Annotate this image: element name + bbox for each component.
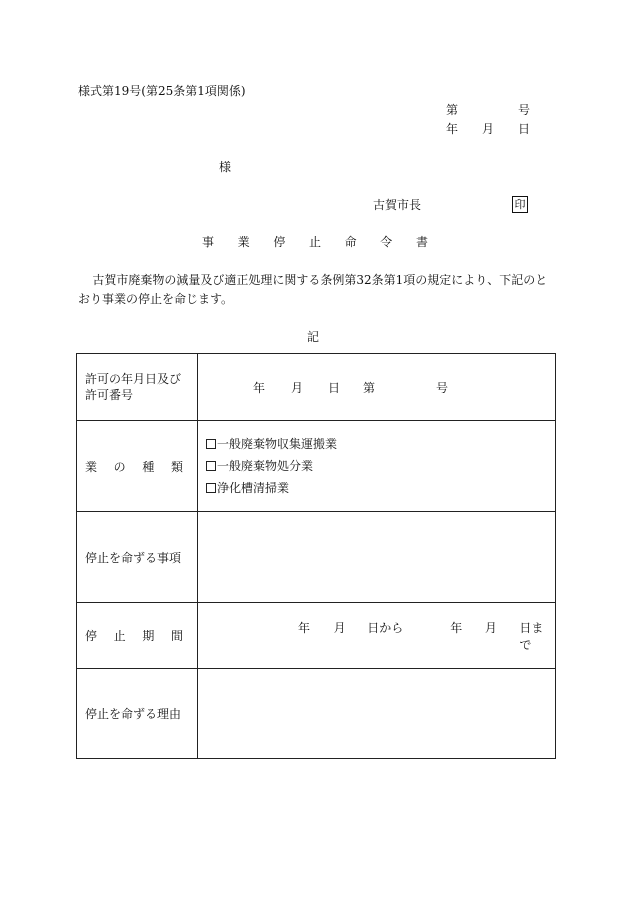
- seal-mark: 印: [512, 196, 528, 213]
- permit-no-suffix: 号: [436, 380, 449, 395]
- matter-value[interactable]: [198, 512, 556, 603]
- table-row-business-type: [77, 421, 556, 512]
- title-char: 命: [344, 235, 357, 249]
- title-char: 令: [380, 235, 393, 249]
- permit-label: [77, 354, 198, 421]
- checkbox[interactable]: [206, 461, 216, 471]
- doc-number-suffix: 号: [517, 103, 530, 117]
- permit-label-line1: 許可の年月日及び: [85, 372, 182, 386]
- reason-value[interactable]: [198, 669, 556, 759]
- document-title: [202, 236, 428, 248]
- period-to-month: 月: [484, 620, 497, 635]
- title-char: 止: [308, 235, 321, 249]
- business-type-option[interactable]: [206, 477, 555, 499]
- business-type-label: [77, 421, 198, 512]
- addressee-suffix: 様: [219, 160, 232, 174]
- period-label: [77, 603, 198, 669]
- issuer-name: 古賀市長: [373, 198, 422, 212]
- label-char: 停: [85, 629, 98, 643]
- option-label: 浄化槽清掃業: [217, 481, 290, 495]
- table-row-reason: [77, 669, 556, 759]
- title-char: 停: [273, 235, 286, 249]
- title-char: 業: [237, 235, 250, 249]
- date-year: 年: [446, 122, 459, 136]
- date-day: 日: [517, 122, 530, 136]
- label-char: 類: [170, 459, 183, 474]
- permit-month: 月: [291, 380, 304, 395]
- label-char: 種: [142, 459, 155, 474]
- matter-label: 停止を命ずる事項: [77, 512, 198, 603]
- period-value[interactable]: [198, 603, 556, 669]
- option-label: 一般廃棄物処分業: [217, 459, 314, 473]
- reason-label: 停止を命ずる理由: [77, 669, 198, 759]
- label-char: 止: [113, 629, 126, 643]
- period-from-day: 日から: [367, 620, 404, 635]
- label-char: 業: [85, 459, 98, 474]
- checkbox[interactable]: [206, 483, 216, 493]
- period-to-day: 日まで: [519, 620, 544, 652]
- business-type-option[interactable]: [206, 455, 555, 477]
- document-number: [446, 104, 530, 116]
- doc-number-prefix: 第: [446, 103, 459, 117]
- table-row-matter: [77, 512, 556, 603]
- checkbox[interactable]: [206, 439, 216, 449]
- permit-year: 年: [253, 380, 266, 395]
- option-label: 一般廃棄物収集運搬業: [217, 437, 338, 451]
- permit-no-prefix: 第: [363, 380, 376, 395]
- period-from-month: 月: [333, 620, 346, 635]
- title-char: 書: [415, 235, 428, 249]
- body-paragraph: 古賀市廃棄物の減量及び適正処理に関する条例第32条第1項の規定により、下記のとおり事業の停止を命じます。: [78, 273, 548, 306]
- period-to-year: 年: [450, 620, 463, 635]
- permit-day: 日: [328, 380, 341, 395]
- permit-label-line2: 許可番号: [85, 388, 134, 402]
- period-from-year: 年: [298, 620, 311, 635]
- table-row-period: [77, 603, 556, 669]
- ki-heading: 記: [307, 330, 320, 344]
- form-number: 様式第19号(第25条第1項関係): [78, 84, 246, 98]
- label-char: 期: [142, 629, 155, 643]
- table-row-permit: [77, 354, 556, 421]
- title-char: 事: [202, 235, 215, 249]
- order-details-table: [76, 353, 556, 759]
- date-month: 月: [481, 122, 494, 136]
- label-char: 間: [170, 629, 183, 643]
- business-type-option[interactable]: [206, 433, 555, 455]
- label-char: の: [113, 459, 126, 474]
- business-type-options: [198, 421, 556, 512]
- permit-value[interactable]: [198, 354, 556, 421]
- issue-date: [446, 123, 530, 135]
